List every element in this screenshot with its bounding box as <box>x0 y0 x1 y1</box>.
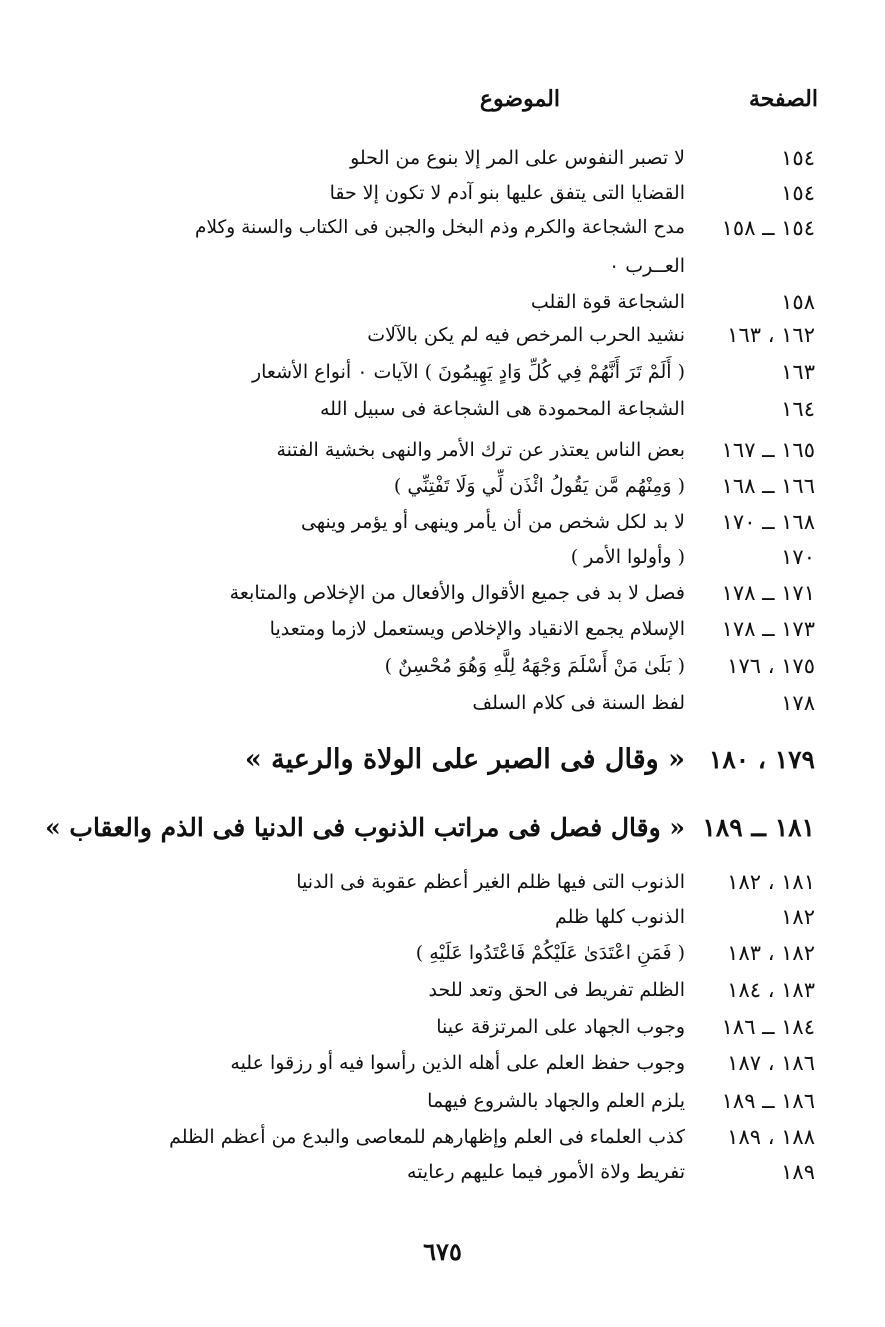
topic-text: الشجاعة المحمودة هى الشجاعة فى سبيل الله <box>319 398 685 420</box>
page-ref: ١٧٩ ، ١٨٠ <box>708 745 815 774</box>
toc-row <box>0 469 885 503</box>
topic-text: لا تصبر النفوس على المر إلا بنوع من الحلو <box>350 147 685 169</box>
topic-text: الذنوب التى فيها ظلم الغير أعظم عقوبة فى الدنيا <box>296 871 685 893</box>
toc-row <box>0 505 885 539</box>
page-ref: ١٥٤ ــ ١٥٨ <box>721 216 815 240</box>
toc-row <box>0 211 885 245</box>
topic-text: تفريط ولاة الأمور فيما عليهم رعايته <box>406 1161 685 1183</box>
toc-row <box>0 1084 885 1118</box>
topic-text: كذب العلماء فى العلم وإظهارهم للمعاصى والبدع من أعظم الظلم <box>169 1126 685 1148</box>
toc-row <box>0 900 885 934</box>
topic-text: ( بَلَىٰ مَنْ أَسْلَمَ وَجْهَهُ لِلَّهِ وَهُوَ مُحْسِنٌ ) <box>384 655 685 677</box>
toc-section-heading <box>0 806 885 850</box>
page-ref: ١٧١ ــ ١٧٨ <box>721 581 815 605</box>
toc-section-heading <box>0 738 885 782</box>
page-ref: ١٦٥ ــ ١٦٧ <box>721 438 815 462</box>
page-ref: ١٦٦ ــ ١٦٨ <box>721 474 815 498</box>
topic-text: نشيد الحرب المرخص فيه لم يكن بالآلات <box>367 324 685 346</box>
toc-row <box>0 433 885 467</box>
page-ref: ١٥٤ <box>781 181 815 205</box>
page-ref: ١٥٤ <box>781 146 815 170</box>
toc-row <box>0 318 885 352</box>
toc-row <box>0 176 885 210</box>
page-ref: ١٨٢ ، ١٨٣ <box>727 941 815 965</box>
topic-text: الشجاعة قوة القلب <box>530 291 685 313</box>
toc-row <box>0 686 885 720</box>
toc-row <box>0 576 885 610</box>
page-number: ٦٧٥ <box>423 1237 462 1266</box>
page-ref: ١٦٤ <box>781 397 815 421</box>
topic-text: الظلم تفريط فى الحق وتعد للحد <box>428 979 685 1001</box>
toc-row-continuation <box>0 249 885 283</box>
topic-text: ( وَمِنْهُم مَّن يَقُولُ ائْذَن لِّي وَلَا تَفْتِنِّي ) <box>393 475 685 497</box>
page-ref: ١٨٣ ، ١٨٤ <box>727 978 815 1002</box>
toc-row <box>0 1120 885 1154</box>
topic-text: لا بد لكل شخص من أن يأمر وينهى أو يؤمر وينهى <box>300 511 685 533</box>
topic-text: العــرب ٠ <box>609 255 685 277</box>
topic-text: ( وأولوا الأمر ) <box>570 546 685 568</box>
page-ref: ١٦٣ <box>781 360 815 384</box>
topic-text: ( فَمَنِ اعْتَدَىٰ عَلَيْكُمْ فَاعْتَدُوا عَلَيْهِ ) <box>415 942 685 964</box>
page-ref: ١٦٢ ، ١٦٣ <box>727 323 815 347</box>
topic-text: يلزم العلم والجهاد بالشروع فيهما <box>427 1090 685 1112</box>
page-ref: ١٧٣ ــ ١٧٨ <box>721 617 815 641</box>
toc-row <box>0 141 885 175</box>
page-ref: ١٨٤ ــ ١٨٦ <box>721 1015 815 1039</box>
topic-text: مدح الشجاعة والكرم وذم البخل والجبن فى الكتاب والسنة وكلام <box>195 217 685 238</box>
topic-text: لفظ السنة فى كلام السلف <box>472 692 685 714</box>
topic-text: فصل لا بد فى جميع الأقوال والأفعال من الإخلاص والمتابعة <box>229 582 685 604</box>
topic-text: القضايا التى يتفق عليها بنو آدم لا تكون إلا حقا <box>329 182 685 204</box>
toc-row <box>0 355 885 389</box>
page-ref: ١٨٩ <box>781 1160 815 1184</box>
topic-text: ( أَلَمْ تَرَ أَنَّهُمْ فِي كُلِّ وَادٍ يَهِيمُونَ ) الآيات ٠ أنواع الأشعار <box>251 361 685 383</box>
topic-text: بعض الناس يعتذر عن ترك الأمر والنهى بخشية الفتنة <box>276 439 685 461</box>
toc-row <box>0 865 885 899</box>
topic-text: الإسلام يجمع الانقياد والإخلاص ويستعمل لازما ومتعديا <box>269 618 685 640</box>
page-ref: ١٧٠ <box>781 545 815 569</box>
toc-row <box>0 1155 885 1189</box>
page-ref: ١٨٦ ، ١٨٧ <box>727 1051 815 1075</box>
page-ref: ١٨٦ ــ ١٨٩ <box>721 1089 815 1113</box>
page-ref: ١٨١ ــ ١٨٩ <box>702 813 815 842</box>
page-ref: ١٨١ ، ١٨٢ <box>727 870 815 894</box>
topic-text: وجوب الجهاد على المرتزقة عينا <box>436 1016 685 1038</box>
section-title: « وقال فصل فى مراتب الذنوب فى الدنيا فى الذم والعقاب » <box>45 813 685 842</box>
toc-row <box>0 1010 885 1044</box>
page-ref: ١٧٥ ، ١٧٦ <box>727 654 815 678</box>
topic-text: وجوب حفظ العلم على أهله الذين رأسوا فيه أو رزقوا عليه <box>230 1052 685 1074</box>
toc-row <box>0 1046 885 1080</box>
page-ref: ١٦٨ ــ ١٧٠ <box>721 510 815 534</box>
toc-row <box>0 936 885 970</box>
page-ref: ١٨٨ ، ١٨٩ <box>727 1125 815 1149</box>
page-ref: ١٧٨ <box>781 691 815 715</box>
toc-row <box>0 285 885 319</box>
toc-row <box>0 612 885 646</box>
toc-row <box>0 392 885 426</box>
page-column-header: الصفحة <box>748 86 818 112</box>
toc-row <box>0 649 885 683</box>
toc-row <box>0 973 885 1007</box>
topic-text: الذنوب كلها ظلم <box>554 906 685 928</box>
page-ref: ١٥٨ <box>781 290 815 314</box>
toc-row <box>0 540 885 574</box>
topic-column-header: الموضوع <box>479 86 560 112</box>
page-ref: ١٨٢ <box>781 905 815 929</box>
section-title: « وقال فى الصبر على الولاة والرعية » <box>244 744 685 775</box>
